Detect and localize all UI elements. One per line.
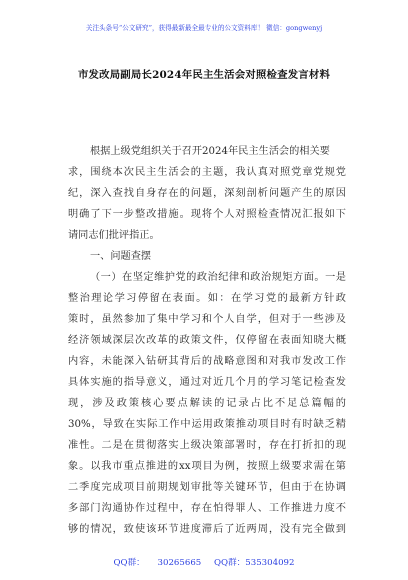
paragraph-line: 现，涉及政策核心要点解读的记录占比不足总篇幅的 xyxy=(68,398,346,409)
footer-qq-groups: QQ群： 30265665 QQ群：535304092 xyxy=(113,558,295,568)
paragraph-line: 具体实施的指导意义，通过对近几个月的学习笔记检查发 xyxy=(68,377,346,388)
paragraph-line: 明确了下一步整改措施。现将个人对照检查情况汇报如下 xyxy=(68,209,346,220)
paragraph-line: 策时，虽然参加了集中学习和个人自学，但对于一些涉及 xyxy=(68,314,346,325)
document-title: 市发改局副局长2024年民主生活会对照检查发言材料 xyxy=(77,69,331,81)
paragraph-line: 够的情况，致使该环节进度滞后了近两周，没有完全做到 xyxy=(68,524,346,535)
paragraph-line: 求，围绕本次民主生活会的主题，我认真对照党章党规党 xyxy=(68,167,346,178)
paragraph-line: 多部门沟通协作过程中，存在怕得罪人、工作推进力度不 xyxy=(68,503,346,514)
header-banner: 关注头条号“公文研究”，获得最新最全最专业的公文资料库！ 微信：gongwenyj xyxy=(85,24,323,32)
paragraph-line: 请同志们批评指正。 xyxy=(68,230,160,241)
paragraph-line: 纪，深入查找自身存在的问题，深刻剖析问题产生的原因 xyxy=(68,188,346,199)
section-heading: 一、问题查摆 xyxy=(90,251,152,262)
paragraph-line: 根据上级党组织关于召开2024年民主生活会的相关要 xyxy=(90,146,330,157)
paragraph-line: 30%，导致在实际工作中运用政策推动项目时有时缺乏精 xyxy=(68,419,346,430)
paragraph-line: 象。以我市重点推进的xx项目为例，按照上级要求需在第 xyxy=(68,461,346,472)
paragraph-line: 准性。二是在贯彻落实上级决策部署时，存在打折扣的现 xyxy=(68,440,346,451)
paragraph-line: 经济领域深层次改革的政策文件，仅停留在表面知晓大概 xyxy=(68,335,346,346)
paragraph-line: 内容，未能深入钻研其背后的战略意图和对我市发改工作 xyxy=(68,356,346,367)
paragraph-line: 二季度完成项目前期规划审批等关键环节，但由于在协调 xyxy=(68,482,346,493)
paragraph-line: 整治理论学习停留在表面。如：在学习党的最新方针政 xyxy=(68,293,346,304)
paragraph-line: （一）在坚定维护党的政治纪律和政治规矩方面。一是 xyxy=(90,272,346,283)
